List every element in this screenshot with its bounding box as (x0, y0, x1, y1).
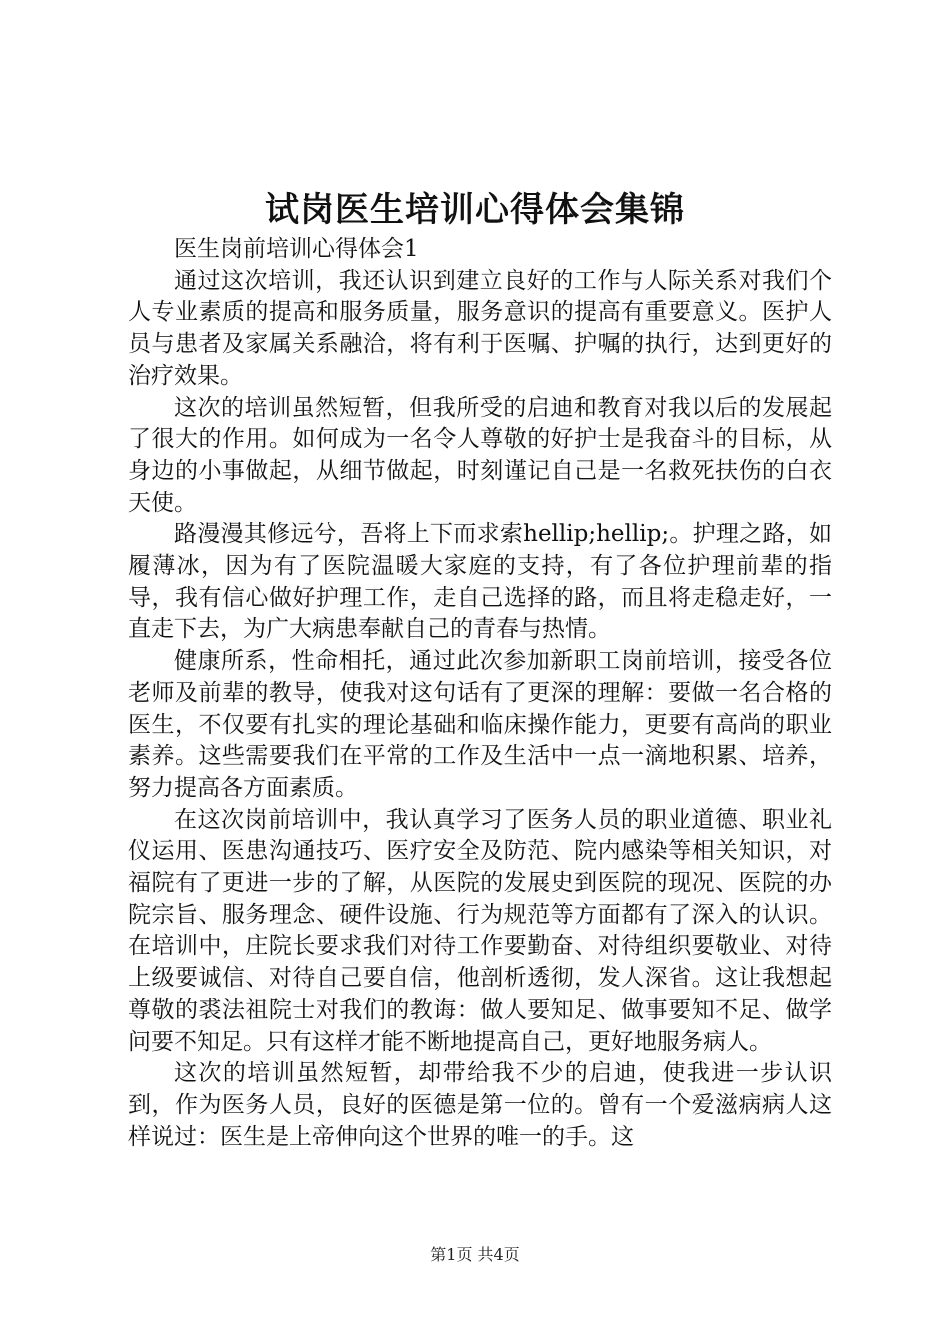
document-body (128, 234, 832, 1153)
paragraph: 健康所系，性命相托，通过此次参加新职工岗前培训，接受各位老师及前辈的教导，使我对这句话有了更深的理解：要做一名合格的医生，不仅要有扎实的理论基础和临床操作能力，更要有高尚的职业素养。这些需要我们在平常的工作及生活中一点一滴地积累、培养，努力提高各方面素质。 (128, 648, 832, 801)
document-title: 试岗医生培训心得体会集锦 (265, 190, 685, 230)
paragraph: 这次的培训虽然短暂，却带给我不少的启迪，使我进一步认识到，作为医务人员，良好的医德是第一位的。曾有一个爱滋病病人这样说过：医生是上帝伸向这个世界的唯一的手。这 (128, 1060, 832, 1150)
paragraph: 这次的培训虽然短暂，但我所受的启迪和教育对我以后的发展起了很大的作用。如何成为一名令人尊敬的好护士是我奋斗的目标，从身边的小事做起，从细节做起，时刻谨记自己是一名救死扶伤的白衣天使。 (128, 394, 832, 516)
paragraph: 通过这次培训，我还认识到建立良好的工作与人际关系对我们个人专业素质的提高和服务质量，服务意识的提高有重要意义。医护人员与患者及家属关系融洽，将有利于医嘱、护嘱的执行，达到更好的治疗效果。 (128, 267, 832, 389)
paragraph: 在这次岗前培训中，我认真学习了医务人员的职业道德、职业礼仪运用、医患沟通技巧、医疗安全及防范、院内感染等相关知识，对福院有了更进一步的了解，从医院的发展史到医院的现况、医院的办院宗旨、服务理念、硬件设施、行为规范等方面都有了深入的认识。在培训中，庄院长要求我们对待工作要勤奋、对待组织要敬业、对待上级要诚信、对待自己要自信，他剖析透彻，发人深省。这让我想起尊敬的裘法祖院士对我们的教诲：做人要知足、做事要知不足、做学问要不知足。只有这样才能不断地提高自己，更好地服务病人。 (128, 806, 832, 1055)
page-number-footer: 第1页 共4页 (430, 1245, 520, 1264)
paragraph: 路漫漫其修远兮，吾将上下而求索hellip;hellip;。护理之路，如履薄冰，因为有了医院温暖大家庭的支持，有了各位护理前辈的指导，我有信心做好护理工作，走自己选择的路，而且将走稳走好，一直走下去，为广大病患奉献自己的青春与热情。 (128, 521, 832, 643)
section-heading: 医生岗前培训心得体会1 (174, 236, 419, 262)
